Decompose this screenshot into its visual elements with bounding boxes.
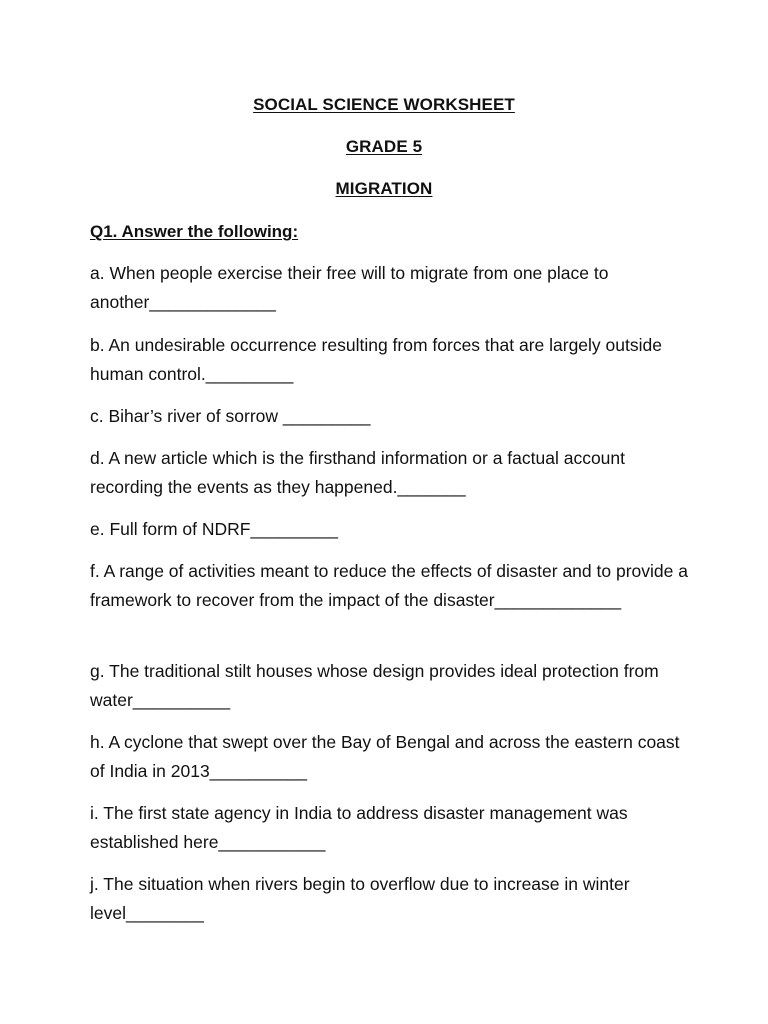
section-title: Q1. Answer the following: (90, 222, 299, 241)
question-d: d. A new article which is the firsthand information or a factual account recording the events as they happened._______ (90, 448, 626, 497)
question-h: h. A cyclone that swept over the Bay of Bengal and across the eastern coast of India in 2013__________ (90, 732, 680, 781)
question-i: i. The first state agency in India to address disaster management was established here___________ (90, 803, 628, 852)
question-e: e. Full form of NDRF_________ (90, 519, 339, 539)
question-f: f. A range of activities meant to reduce the effects of disaster and to provide a framework to recover from the impact of the disaster_____________ (90, 561, 688, 610)
question-b: b. An undesirable occurrence resulting from forces that are largely outside human control._________ (90, 335, 662, 384)
question-a: a. When people exercise their free will to migrate from one place to another_____________ (90, 263, 609, 312)
grade-heading: GRADE 5 (345, 137, 423, 156)
question-c: c. Bihar’s river of sorrow _________ (90, 406, 371, 426)
worksheet-title: SOCIAL SCIENCE WORKSHEET (253, 95, 515, 114)
question-g: g. The traditional stilt houses whose design provides ideal protection from water__________ (90, 661, 659, 710)
topic-heading: MIGRATION (335, 179, 433, 198)
question-j: j. The situation when rivers begin to overflow due to increase in winter level________ (90, 874, 630, 923)
